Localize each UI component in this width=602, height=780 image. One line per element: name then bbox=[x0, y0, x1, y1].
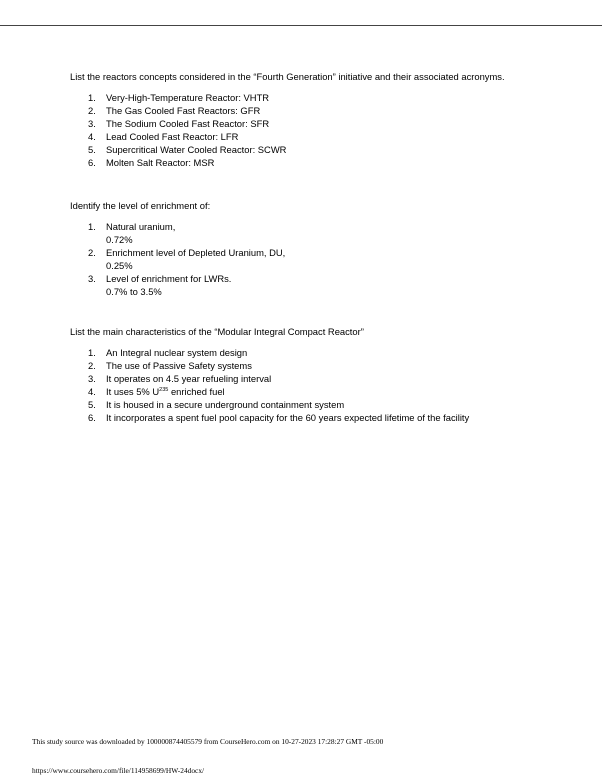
list-item: 6. It incorporates a spent fuel pool capacity for the 60 years expected lifetime of the facility bbox=[88, 412, 470, 423]
list-item: 5. Supercritical Water Cooled Reactor: SCWR bbox=[88, 144, 287, 155]
list-item: 3. It operates on 4.5 year refueling interval bbox=[88, 373, 272, 384]
list-item: 2. The Gas Cooled Fast Reactors: GFR bbox=[88, 105, 261, 116]
section-gen4-reactors bbox=[70, 70, 540, 169]
enrichment-list bbox=[70, 220, 540, 298]
list-item: 2. The use of Passive Safety systems bbox=[88, 360, 252, 371]
list-item: 6. Molten Salt Reactor: MSR bbox=[88, 157, 215, 168]
list-item: 3. Level of enrichment for LWRs. 0.7% to 3.5% bbox=[70, 272, 540, 298]
list-item: 1. Natural uranium, 0.72% bbox=[70, 220, 540, 246]
isotope-superscript: 235 bbox=[159, 386, 169, 393]
list-item: 4. Lead Cooled Fast Reactor: LFR bbox=[88, 131, 239, 142]
top-divider bbox=[0, 25, 602, 26]
section-micr bbox=[70, 325, 540, 424]
question-gen4: List the reactors concepts considered in the “Fourth Generation” initiative and their associated acronyms. bbox=[70, 71, 505, 82]
gen4-list bbox=[70, 91, 540, 169]
answer-value: 0.25% bbox=[106, 260, 133, 271]
answer-value: 0.72% bbox=[106, 234, 133, 245]
list-item: 1. An Integral nuclear system design bbox=[88, 347, 248, 358]
question-enrichment: Identify the level of enrichment of: bbox=[70, 200, 211, 211]
list-item: 5. It is housed in a secure underground containment system bbox=[88, 399, 345, 410]
source-url-link[interactable]: https://www.coursehero.com/file/114958699/HW-24docx/ bbox=[32, 766, 205, 775]
question-micr: List the main characteristics of the “Modular Integral Compact Reactor” bbox=[70, 326, 364, 337]
list-item: 3. The Sodium Cooled Fast Reactor: SFR bbox=[88, 118, 270, 129]
document-body bbox=[70, 70, 540, 424]
list-item: 1. Very-High-Temperature Reactor: VHTR bbox=[88, 92, 270, 103]
download-notice: This study source was downloaded by 100000874405579 from CourseHero.com on 10-27-2023 17:28:27 GMT -05:00 bbox=[32, 737, 384, 746]
micr-list bbox=[70, 346, 540, 424]
list-item: 4. It uses 5% $U^{235}$ enriched fuel bbox=[88, 386, 225, 397]
list-item: 2. Enrichment level of Depleted Uranium, DU, 0.25% bbox=[70, 246, 540, 272]
section-enrichment bbox=[70, 199, 540, 298]
answer-value: 0.7% to 3.5% bbox=[106, 286, 162, 297]
